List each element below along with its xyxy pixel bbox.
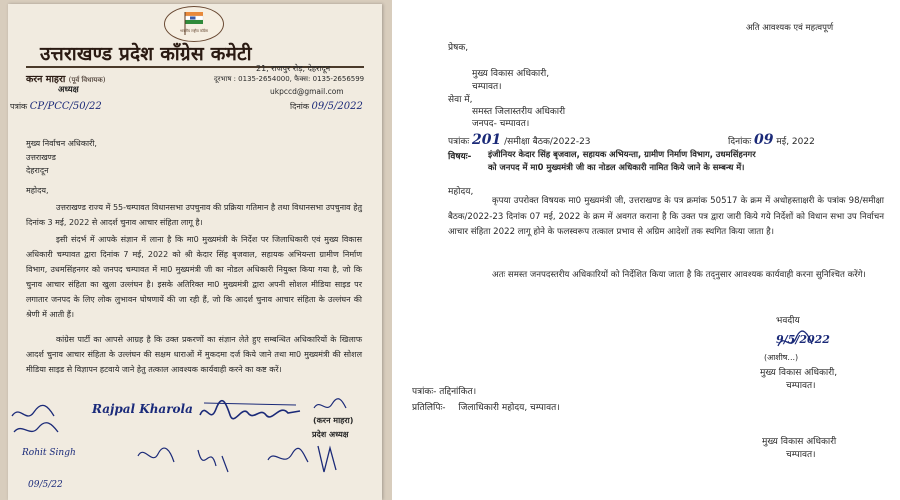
paragraph-2: अतः समस्त जनपदस्तरीय अधिकारियों को निर्देशित किया जाता है कि तद्नुसार आवश्यक कार्यवाही करना सुनिश्चित करेंगे।	[492, 270, 866, 280]
ref-value-handwritten: CP/PCC/50/22	[29, 101, 102, 112]
president-note: (पूर्व विधायक)	[68, 76, 106, 84]
subject-line: को जनपद में मा0 मुख्यमंत्री जी का नोडल अधिकारी नामित किये जाने के सम्बन्ध में।	[488, 162, 745, 172]
ref-label: पत्रांक	[10, 102, 28, 111]
signature-place: चम्पावत।	[786, 381, 816, 391]
email: ukpccd@gmail.com	[270, 87, 344, 96]
address: 21, राजपुर रोड़, देहरादून	[256, 64, 331, 73]
ref-line	[448, 132, 591, 148]
left-letter-photo	[0, 0, 392, 500]
copy-ref-line: पत्रांकः- तद्दिनांकित।	[412, 387, 477, 397]
recipient-line: मुख्य निर्वाचन अधिकारी,	[26, 139, 97, 148]
flag-hand-icon	[165, 7, 223, 41]
signature-bottom-scribbles	[118, 436, 348, 486]
ref-line	[10, 100, 102, 114]
copy-line-text: जिलाधिकारी महोदय, चम्पावत।	[458, 403, 560, 413]
org-name: उत्तराखण्ड प्रदेश काँग्रेस कमेटी	[40, 43, 252, 65]
subject-line: इंजीनियर केदार सिंह बृजवाल, सहायक अभियन्ता, ग्रामीण निर्माण विभाग, उधमसिंहनगर	[488, 149, 756, 159]
salutation: महोदय,	[26, 186, 49, 195]
right-letter	[392, 0, 900, 500]
top-note: अति आवश्यक एवं महत्वपूर्ण	[746, 23, 834, 33]
president-role: अध्यक्ष	[58, 85, 79, 95]
recipient-line: देहरादून	[26, 166, 49, 175]
date-label: दिनांकः	[728, 137, 752, 147]
sender-label: प्रेषक,	[448, 43, 469, 53]
signature-handwritten: 9/5/2022	[776, 333, 830, 346]
signature-rohit: Rohit Singh	[22, 448, 76, 458]
to-label: सेवा में,	[448, 95, 473, 105]
date-value-handwritten: 09/5/2022	[311, 101, 363, 112]
congress-emblem	[164, 6, 224, 42]
closing: भवदीय	[776, 316, 800, 326]
signature-rajpal: Rajpal Kharola	[92, 402, 193, 416]
emblem-text: भारतीय राष्ट्रीय काँग्रेस	[180, 29, 208, 33]
signature-name: (करन माहरा)	[313, 416, 354, 425]
date-line	[728, 132, 815, 148]
phone-fax: दूरभाष : 0135-2654000, फैक्स: 0135-2656599	[214, 75, 365, 83]
recipient-block	[26, 137, 97, 177]
signature-role: मुख्य विकास अधिकारी,	[760, 368, 838, 378]
salutation: महोदय,	[448, 187, 474, 197]
to-line: जनपद- चम्पावत।	[472, 119, 530, 129]
date-day-handwritten: 09	[754, 132, 774, 148]
ref-suffix: /समीक्षा बैठक/2022-23	[504, 137, 591, 147]
sender-line: चम्पावत।	[472, 82, 502, 92]
left-letter-paper	[8, 4, 382, 500]
date-line	[290, 100, 363, 114]
paragraph-2: इसी संदर्भ में आपके संज्ञान में लाना है कि मा0 मुख्यमंत्री के निर्देश पर जिलाधिकारी एवं मुख्य विकास अधिकारी चम्पावत द्वारा दिनांक 7 मई, 2022 को श्री केदार सिंह बृजवाल, सहायक अभियन्ता ग्रामीण निर्माण विभाग, उधमसिंहनगर को जनपद चम्पावत में मा0 मुख्यमंत्री जी का नोडल अधिकारी नियुक्त किया गया है, जो कि चुनाव आचार संहिता का खुला उल्लंघन है। इसके अतिरिक्त मा0 मुख्यमंत्री द्वारा अपनी सोशल मीडिया साइड पर लगातार जनपद के लिए लोक लुभावन घोषणायें की जा रही हैं, जो कि आदर्श चुनाव आचार संहिता के उल्लंघन की श्रेणी में आती हैं।	[26, 235, 362, 319]
subject-label: विषयः-	[448, 152, 472, 162]
date-label: दिनांक	[290, 102, 309, 111]
signature-top-right-scribble	[310, 396, 350, 416]
recipient-line: उत्तराखण्ड	[26, 153, 56, 162]
paragraph-3: कांग्रेस पार्टी का आपसे आग्रह है कि उक्त प्रकरणों का संज्ञान लेते हुए सम्बन्धित अधिकारियों के खिलाफ आदर्श चुनाव आचार संहिता के उल्लंघन की सक्षम धाराओं में मुकदमा दर्ज किये जाने तथा मा0 मुख्यमंत्री की सोशल मीडिया साइड से विज्ञापन हटवाये जाने हेतु तत्काल आवश्यक कार्यवाही करने का कष्ट करें।	[26, 335, 362, 374]
ref-label: पत्रांकः	[448, 137, 470, 147]
paragraph-1: कृपया उपरोक्त विषयक मा0 मुख्यमंत्री जी, उत्तराखण्ड के पत्र क्रमांक 50517 के क्रम में अधोहस्ताक्षरी के पत्रांक 98/समीक्षा बैठक/2022-23 दिनांक 07 मई, 2022 के क्रम में अवगत कराना है कि उक्त पत्र द्वारा जारी किये गये निर्देशों को विधान सभा उप निर्वाचन आचार संहिता 2022 लागू होने के फलस्वरूप तत्काल प्रभाव से अग्रिम आदेशों तक स्थगित किया जाता है।	[448, 196, 884, 237]
date-rest: मई, 2022	[776, 137, 815, 147]
copy-line-label: प्रतिलिपिः-	[412, 403, 446, 413]
copy-line	[412, 400, 560, 413]
president-name-text: करन माहरा	[26, 74, 66, 85]
signature-left-scribble	[8, 402, 78, 442]
ref-number-handwritten: 201	[472, 132, 502, 148]
signature-role: प्रदेश अध्यक्ष	[312, 430, 349, 439]
signature-name: (आशीष...)	[764, 353, 799, 362]
handwritten-date: 09/5/22	[28, 480, 63, 490]
sender-line: मुख्य विकास अधिकारी,	[472, 69, 550, 79]
bottom-place: चम्पावत।	[786, 450, 816, 460]
to-line: समस्त जिलास्तरीय अधिकारी	[472, 107, 566, 117]
paragraph-1: उत्तराखण्ड राज्य में 55-चम्पावत विधानसभा उपचुनाव की प्रक्रिया गतिमान है तथा विधानसभा उपचुनाव हेतु दिनांक 3 मई, 2022 से आदर्श चुनाव आचार संहिता लागू है।	[26, 203, 362, 227]
bottom-role: मुख्य विकास अधिकारी	[762, 437, 837, 447]
signature-karan-scribble	[196, 397, 306, 427]
